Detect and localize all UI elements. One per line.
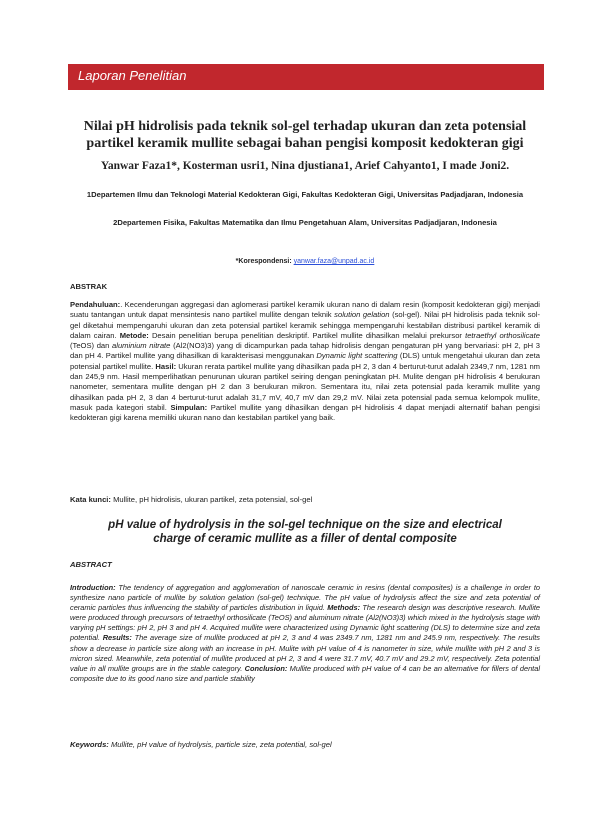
teos-term: tetraethyl orthosilicate xyxy=(465,330,540,340)
paper-title xyxy=(70,118,540,152)
metode-text-3: yang di dicampurkan pada tahap hidrolisis dengan pengaturan pH yang bervariasi: pH 2, pH 3 dan pH 4. Partikel mullite yang dihasilkan di karakterisasi menggunakan xyxy=(70,341,540,361)
pendahuluan-label: Pendahuluan: xyxy=(70,300,121,309)
hasil-text: Ukuran rerata partikel mullite yang dihasilkan pada pH 2, 3 dan 4 berturut-turut adalah 2349,7 nm, 1281 nm dan 245,9 nm. Hasil memperlihatkan penurunan ukuran partikel seiring dengan peningkatan pH. Mulite dengan pH hidrolisis 4 berukuran nanometer, sementara mullite dengan pH 2 dan 3 berukuran mikron. Sementara itu, nilai zeta potensial pada keramik mullite yang dihasilkan pada pH 2, 3 dan 4 berturut-turut adalah 31,7 mV, 40,7 mV dan 29,2 mV. Nilai zeta potensial pada semua kelompok mullite, masuk pada kategori stabil. xyxy=(70,361,540,412)
aluminium-nitrate-term: aluminium nitrate xyxy=(112,341,171,351)
affiliation-2: 2Departemen Fisika, Fakultas Matematika dan Ilmu Pengetahuan Alam, Universitas Padjadjaran, Indonesia xyxy=(113,218,497,227)
abstract-heading: ABSTRACT xyxy=(70,560,112,569)
correspondence-label: *Korespondensi: xyxy=(235,258,292,265)
simpulan-text: Partikel mullite yang dihasilkan dengan pH hidrolisis 4 dapat menjadi alternatif bahan pengisi kedokteran gigi karena memiliki ukuran nano dan kestabilan partikel yang baik. xyxy=(70,402,540,423)
metode-label: Metode: xyxy=(119,330,149,340)
banner-label: Laporan Penelitian xyxy=(78,68,187,83)
title-line-1: Nilai pH hidrolisis pada teknik sol-gel terhadap ukuran dan zeta potensial xyxy=(83,119,527,134)
dls-term: Dynamic light scattering xyxy=(316,351,398,361)
methods-formula: (Al2(NO3)3) xyxy=(365,613,406,623)
keywords-text: Mullite, pH value of hydrolysis, particle size, zeta potential, sol-gel xyxy=(110,740,332,749)
results-text: The average size of mullite produced at pH 2, 3 and 4 was 2349.7 nm, 1281 nm and 245.9 nm, respectively. The results show a decrease in particle size along with an increase in pH. Mulite with pH value of 4 is nanometer in size, while mullite with pH 2 and 3 is micron sized. Meanwhile, zeta potential of mullite produced at pH 2, 3 and 4 were 31.7 mV, 40.7 mV and 29.2 mV, respectively. Zeta potential value in all mullite groups are in the stable category. xyxy=(70,633,541,673)
metode-text-1: Desain penelitian berupa penelitian deskriptif. Partikel mullite dihasilkan melalui prekursor xyxy=(151,330,462,340)
introduction-label: Introduction: xyxy=(70,583,116,592)
metode-text-2: (TeOS) dan xyxy=(70,341,110,351)
pendahuluan-text-2: (sol-gel). Nilai pH hidrolisis pada teknik sol-gel diketahui mempengaruhi ukuran dan zeta potensial partikel keramik sehingga mempengaruhi kestabilan distribusi partikel keramik di dalam cairan. xyxy=(70,310,540,340)
keywords xyxy=(70,740,540,749)
pendahuluan-text: . Kecenderungan aggregasi dan aglomerasi partikel keramik ukuran nano di dalam resin (komposit kedokteran gigi) menjadi suatu tantangan untuk dapat mensintesis nano partikel mullite dengan teknik xyxy=(70,300,540,320)
conclusion-label: Conclusion: xyxy=(244,663,288,673)
simpulan-label: Simpulan: xyxy=(170,402,208,412)
solgel-term: solution gelation xyxy=(334,310,390,320)
abstract-body xyxy=(70,583,540,684)
introduction-text: The tendency of aggregation and agglomeration of nanoscale ceramic in resins (dental composites) is a challenge in order to synthesize nano particle of mullite by solution gelation (sol-gel) technique. The pH value of hydrolysis affect the size and zeta potential of ceramic particles thus influencing the stability of particles distribution in liquid. xyxy=(70,583,540,613)
abstrak-heading: ABSTRAK xyxy=(70,282,108,291)
keywords-label: Keywords: xyxy=(70,740,109,749)
methods-label: Methods: xyxy=(327,603,361,613)
methods-text-1: The research design was descriptive research. Mullite were produced through precursors of tetraethyl orthosilicate (TeOS) and aluminum nitrate xyxy=(70,603,540,623)
english-title-line-2: charge of ceramic mullite as a filler of dental composite xyxy=(153,533,457,545)
hasil-label: Hasil: xyxy=(155,361,177,371)
methods-text-2: which mixed in the hydrolysis stage with varying pH settings: pH 2, pH 3 and pH 4. Acquired mullite were characterized using Dynamic light scattering (DLS) to determine size and zeta potential. xyxy=(70,613,540,643)
metode-text-4: (DLS) untuk mengetahui ukuran dan zeta potensial partikel mullite. xyxy=(70,351,540,371)
abstrak-body xyxy=(70,300,540,424)
kata-kunci-label: Kata kunci: xyxy=(70,495,111,504)
title-line-2: partikel keramik mullite sebagai bahan pengisi komposit kedokteran gigi xyxy=(86,136,524,151)
correspondence xyxy=(70,258,540,265)
english-title-line-1: pH value of hydrolysis in the sol-gel technique on the size and electrical xyxy=(108,519,502,531)
english-title xyxy=(70,518,540,546)
conclusion-text: Mullite produced with pH value of 4 can be an alternative for fillers of dental composite due to its good nano size and particle stability xyxy=(70,663,540,683)
kata-kunci xyxy=(70,495,540,504)
affiliation-1: 1Departemen Ilmu dan Teknologi Material Kedokteran Gigi, Fakultas Kedokteran Gigi, Universitas Padjadjaran, Indonesia xyxy=(86,190,524,199)
author-list: Yanwar Faza1*, Kosterman usri1, Nina djustiana1, Arief Cahyanto1, I made Joni2. xyxy=(100,160,510,172)
correspondence-email-link[interactable]: yanwar.faza@unpad.ac.id xyxy=(293,258,375,265)
aluminium-nitrate-formula: (Al2(NO3)3) xyxy=(173,341,214,351)
section-banner xyxy=(68,64,544,90)
results-label: Results: xyxy=(102,633,132,643)
kata-kunci-text: Mullite, pH hidrolisis, ukuran partikel, zeta potensial, sol-gel xyxy=(113,495,313,504)
